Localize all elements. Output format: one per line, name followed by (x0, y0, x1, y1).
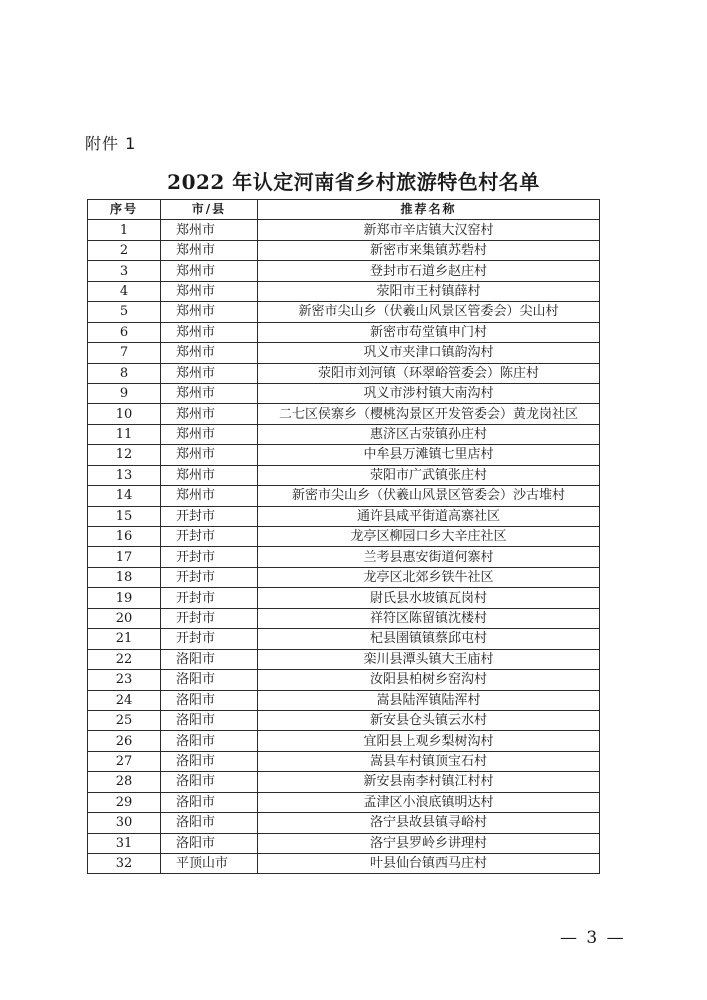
city-cell: 洛阳市 (161, 792, 258, 812)
village-name-cell: 嵩县陆浑镇陆浑村 (258, 690, 600, 710)
village-name-cell: 中牟县万滩镇七里店村 (258, 445, 600, 465)
city-cell: 郑州市 (161, 363, 258, 383)
table-row (88, 649, 600, 669)
serial-cell: 20 (88, 608, 161, 628)
serial-cell: 8 (88, 363, 161, 383)
table-row (88, 363, 600, 383)
table-row (88, 240, 600, 260)
city-cell: 开封市 (161, 588, 258, 608)
serial-cell: 9 (88, 383, 161, 403)
serial-cell: 7 (88, 343, 161, 363)
table-row (88, 629, 600, 649)
serial-cell: 1 (88, 220, 161, 240)
city-cell: 洛阳市 (161, 833, 258, 853)
table-row (88, 854, 600, 874)
village-name-cell: 尉氏县水坡镇瓦岗村 (258, 588, 600, 608)
city-cell: 洛阳市 (161, 813, 258, 833)
table-row (88, 322, 600, 342)
attachment-label: 附件 1 (85, 134, 137, 153)
serial-cell: 31 (88, 833, 161, 853)
serial-cell: 25 (88, 710, 161, 730)
table-row (88, 302, 600, 322)
village-name-cell: 荥阳市刘河镇（环翠峪管委会）陈庄村 (258, 363, 600, 383)
village-name-cell: 登封市石道乡赵庄村 (258, 261, 600, 281)
city-cell: 洛阳市 (161, 772, 258, 792)
table-row (88, 690, 600, 710)
table-row (88, 751, 600, 771)
serial-cell: 6 (88, 322, 161, 342)
serial-cell: 3 (88, 261, 161, 281)
village-name-cell: 汝阳县柏树乡窑沟村 (258, 670, 600, 690)
table-row (88, 792, 600, 812)
city-cell: 洛阳市 (161, 710, 258, 730)
city-cell: 郑州市 (161, 240, 258, 260)
table-row (88, 567, 600, 587)
village-name-cell: 嵩县车村镇顶宝石村 (258, 751, 600, 771)
table-row (88, 383, 600, 403)
serial-cell: 12 (88, 445, 161, 465)
table-row (88, 608, 600, 628)
serial-cell: 27 (88, 751, 161, 771)
city-cell: 开封市 (161, 629, 258, 649)
serial-cell: 17 (88, 547, 161, 567)
city-cell: 洛阳市 (161, 751, 258, 771)
city-cell: 开封市 (161, 506, 258, 526)
serial-cell: 24 (88, 690, 161, 710)
serial-cell: 4 (88, 281, 161, 301)
village-name-cell: 惠济区古荥镇孙庄村 (258, 424, 600, 444)
village-name-cell: 祥符区陈留镇沈楼村 (258, 608, 600, 628)
city-cell: 洛阳市 (161, 670, 258, 690)
serial-cell: 15 (88, 506, 161, 526)
village-name-cell: 龙亭区柳园口乡大辛庄社区 (258, 527, 600, 547)
serial-cell: 30 (88, 813, 161, 833)
serial-cell: 19 (88, 588, 161, 608)
serial-cell: 2 (88, 240, 161, 260)
city-cell: 开封市 (161, 527, 258, 547)
village-name-cell: 洛宁县罗岭乡讲理村 (258, 833, 600, 853)
serial-cell: 21 (88, 629, 161, 649)
village-name-cell: 荥阳市广武镇张庄村 (258, 465, 600, 485)
document-title: 2022 年认定河南省乡村旅游特色村名单 (167, 170, 540, 194)
village-name-cell: 新郑市辛店镇大汉窑村 (258, 220, 600, 240)
header-city: 市/县 (161, 200, 258, 220)
table-row (88, 588, 600, 608)
village-name-cell: 二七区侯寨乡（樱桃沟景区开发管委会）黄龙岗社区 (258, 404, 600, 424)
village-name-cell: 孟津区小浪底镇明达村 (258, 792, 600, 812)
village-name-cell: 杞县圉镇镇蔡邱屯村 (258, 629, 600, 649)
village-name-cell: 新安县仓头镇云水村 (258, 710, 600, 730)
village-name-cell: 新安县南李村镇江村村 (258, 772, 600, 792)
serial-cell: 28 (88, 772, 161, 792)
village-name-cell: 宜阳县上观乡梨树沟村 (258, 731, 600, 751)
table-row (88, 731, 600, 751)
village-name-cell: 巩义市夹津口镇韵沟村 (258, 343, 600, 363)
serial-cell: 32 (88, 854, 161, 874)
city-cell: 郑州市 (161, 302, 258, 322)
serial-cell: 16 (88, 527, 161, 547)
serial-cell: 5 (88, 302, 161, 322)
table-row (88, 261, 600, 281)
village-name-cell: 新密市苟堂镇申门村 (258, 322, 600, 342)
city-cell: 郑州市 (161, 383, 258, 403)
header-name: 推荐名称 (258, 200, 600, 220)
city-cell: 郑州市 (161, 322, 258, 342)
village-name-cell: 叶县仙台镇西马庄村 (258, 854, 600, 874)
city-cell: 洛阳市 (161, 649, 258, 669)
city-cell: 平顶山市 (161, 854, 258, 874)
village-name-cell: 栾川县潭头镇大王庙村 (258, 649, 600, 669)
city-cell: 开封市 (161, 567, 258, 587)
city-cell: 开封市 (161, 608, 258, 628)
table-row (88, 710, 600, 730)
table-header-row (88, 200, 600, 220)
village-name-cell: 洛宁县故县镇寻峪村 (258, 813, 600, 833)
table-row (88, 465, 600, 485)
table-row (88, 343, 600, 363)
village-name-cell: 龙亭区北郊乡铁牛社区 (258, 567, 600, 587)
serial-cell: 23 (88, 670, 161, 690)
city-cell: 开封市 (161, 547, 258, 567)
serial-cell: 22 (88, 649, 161, 669)
city-cell: 郑州市 (161, 465, 258, 485)
city-cell: 郑州市 (161, 486, 258, 506)
serial-cell: 18 (88, 567, 161, 587)
table-row (88, 506, 600, 526)
village-list-table (87, 199, 600, 874)
serial-cell: 11 (88, 424, 161, 444)
table-row (88, 772, 600, 792)
header-serial: 序号 (88, 200, 161, 220)
village-name-cell: 巩义市涉村镇大南沟村 (258, 383, 600, 403)
table-row (88, 404, 600, 424)
table-row (88, 813, 600, 833)
table-row (88, 281, 600, 301)
city-cell: 郑州市 (161, 281, 258, 301)
table-row (88, 486, 600, 506)
city-cell: 洛阳市 (161, 690, 258, 710)
village-name-cell: 新密市来集镇苏砦村 (258, 240, 600, 260)
page-number: — 3 — (560, 928, 626, 948)
village-name-cell: 荥阳市王村镇薛村 (258, 281, 600, 301)
serial-cell: 14 (88, 486, 161, 506)
table-row (88, 670, 600, 690)
city-cell: 郑州市 (161, 220, 258, 240)
city-cell: 郑州市 (161, 404, 258, 424)
village-name-cell: 兰考县惠安街道何寨村 (258, 547, 600, 567)
village-name-cell: 新密市尖山乡（伏羲山风景区管委会）沙古堆村 (258, 486, 600, 506)
serial-cell: 13 (88, 465, 161, 485)
city-cell: 郑州市 (161, 445, 258, 465)
city-cell: 洛阳市 (161, 731, 258, 751)
table-row (88, 527, 600, 547)
village-name-cell: 新密市尖山乡（伏羲山风景区管委会）尖山村 (258, 302, 600, 322)
serial-cell: 10 (88, 404, 161, 424)
table-row (88, 220, 600, 240)
city-cell: 郑州市 (161, 424, 258, 444)
table-row (88, 445, 600, 465)
serial-cell: 29 (88, 792, 161, 812)
city-cell: 郑州市 (161, 343, 258, 363)
table-row (88, 547, 600, 567)
village-name-cell: 通许县咸平街道高寨社区 (258, 506, 600, 526)
table-row (88, 424, 600, 444)
serial-cell: 26 (88, 731, 161, 751)
table-row (88, 833, 600, 853)
city-cell: 郑州市 (161, 261, 258, 281)
